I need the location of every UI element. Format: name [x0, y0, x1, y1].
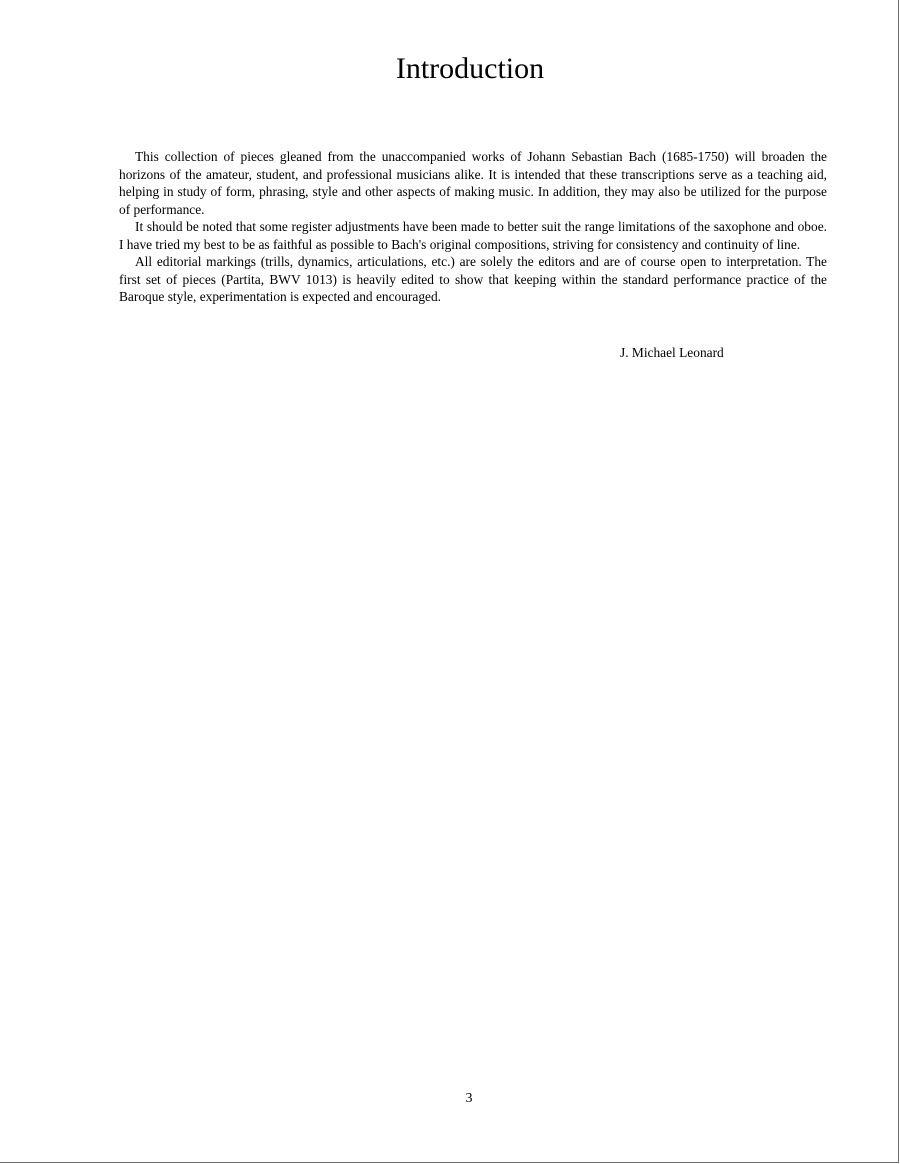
page-title: Introduction	[395, 52, 545, 85]
introduction-body	[119, 148, 827, 306]
paragraph-collection: This collection of pieces gleaned from the unaccompanied works of Johann Sebastian Bach (1685-1750) will broaden the horizons of the amateur, student, and professional musicians alike. It is intended that these transcriptions serve as a teaching aid, helping in study of form, phrasing, style and other aspects of making music. In addition, they may also be utilized for the purpose of performance.	[119, 149, 827, 217]
author-signature: J. Michael Leonard	[620, 345, 724, 360]
paragraph-editorial-markings: All editorial markings (trills, dynamics, articulations, etc.) are solely the editors and are of course open to interpretation. The first set of pieces (Partita, BWV 1013) is heavily edited to show that keeping within the standard performance practice of the Baroque style, experimentation is expected and encouraged.	[119, 254, 827, 304]
page-number: 3	[465, 1091, 473, 1106]
paragraph-register-adjustments: It should be noted that some register adjustments have been made to better suit the range limitations of the saxophone and oboe. I have tried my best to be as faithful as possible to Bach's original compositions, striving for consistency and continuity of line.	[119, 219, 827, 252]
